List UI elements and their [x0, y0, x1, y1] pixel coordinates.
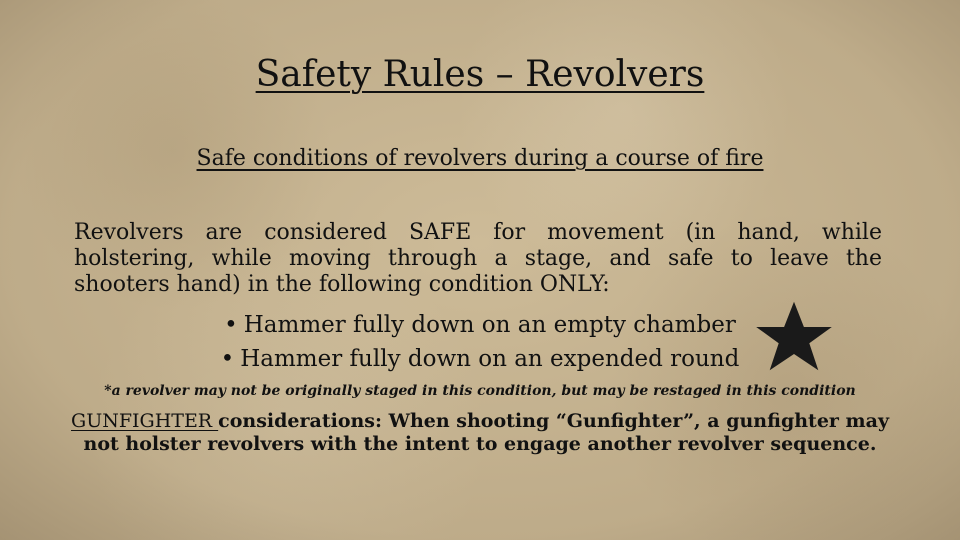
- gunfighter-text: considerations: When shooting “Gunfighter”, a gunfighter may not holster revolvers with the intent to engage another revolver sequence.: [83, 410, 889, 455]
- bullet-marker: •: [224, 312, 238, 338]
- slide-subtitle: Safe conditions of revolvers during a course of fire: [196, 146, 764, 171]
- slide-title: Safety Rules – Revolvers: [255, 54, 705, 95]
- bullet-marker: •: [220, 346, 235, 372]
- list-item-text: Hammer fully down on an empty chamber: [243, 312, 736, 338]
- staging-note: *a revolver may not be originally staged in this condition, but may be restaged in this condition: [104, 383, 856, 399]
- black-star-icon: [748, 300, 840, 372]
- gunfighter-paragraph: [70, 410, 890, 456]
- intro-paragraph: Revolvers are considered SAFE for movement (in hand, while holstering, while moving through a stage, and safe to leave the shooters hand) in the following condition ONLY:: [74, 220, 882, 297]
- list-item-text: Hammer fully down on an expended round: [240, 346, 740, 372]
- gunfighter-label: GUNFIGHTER: [71, 410, 219, 432]
